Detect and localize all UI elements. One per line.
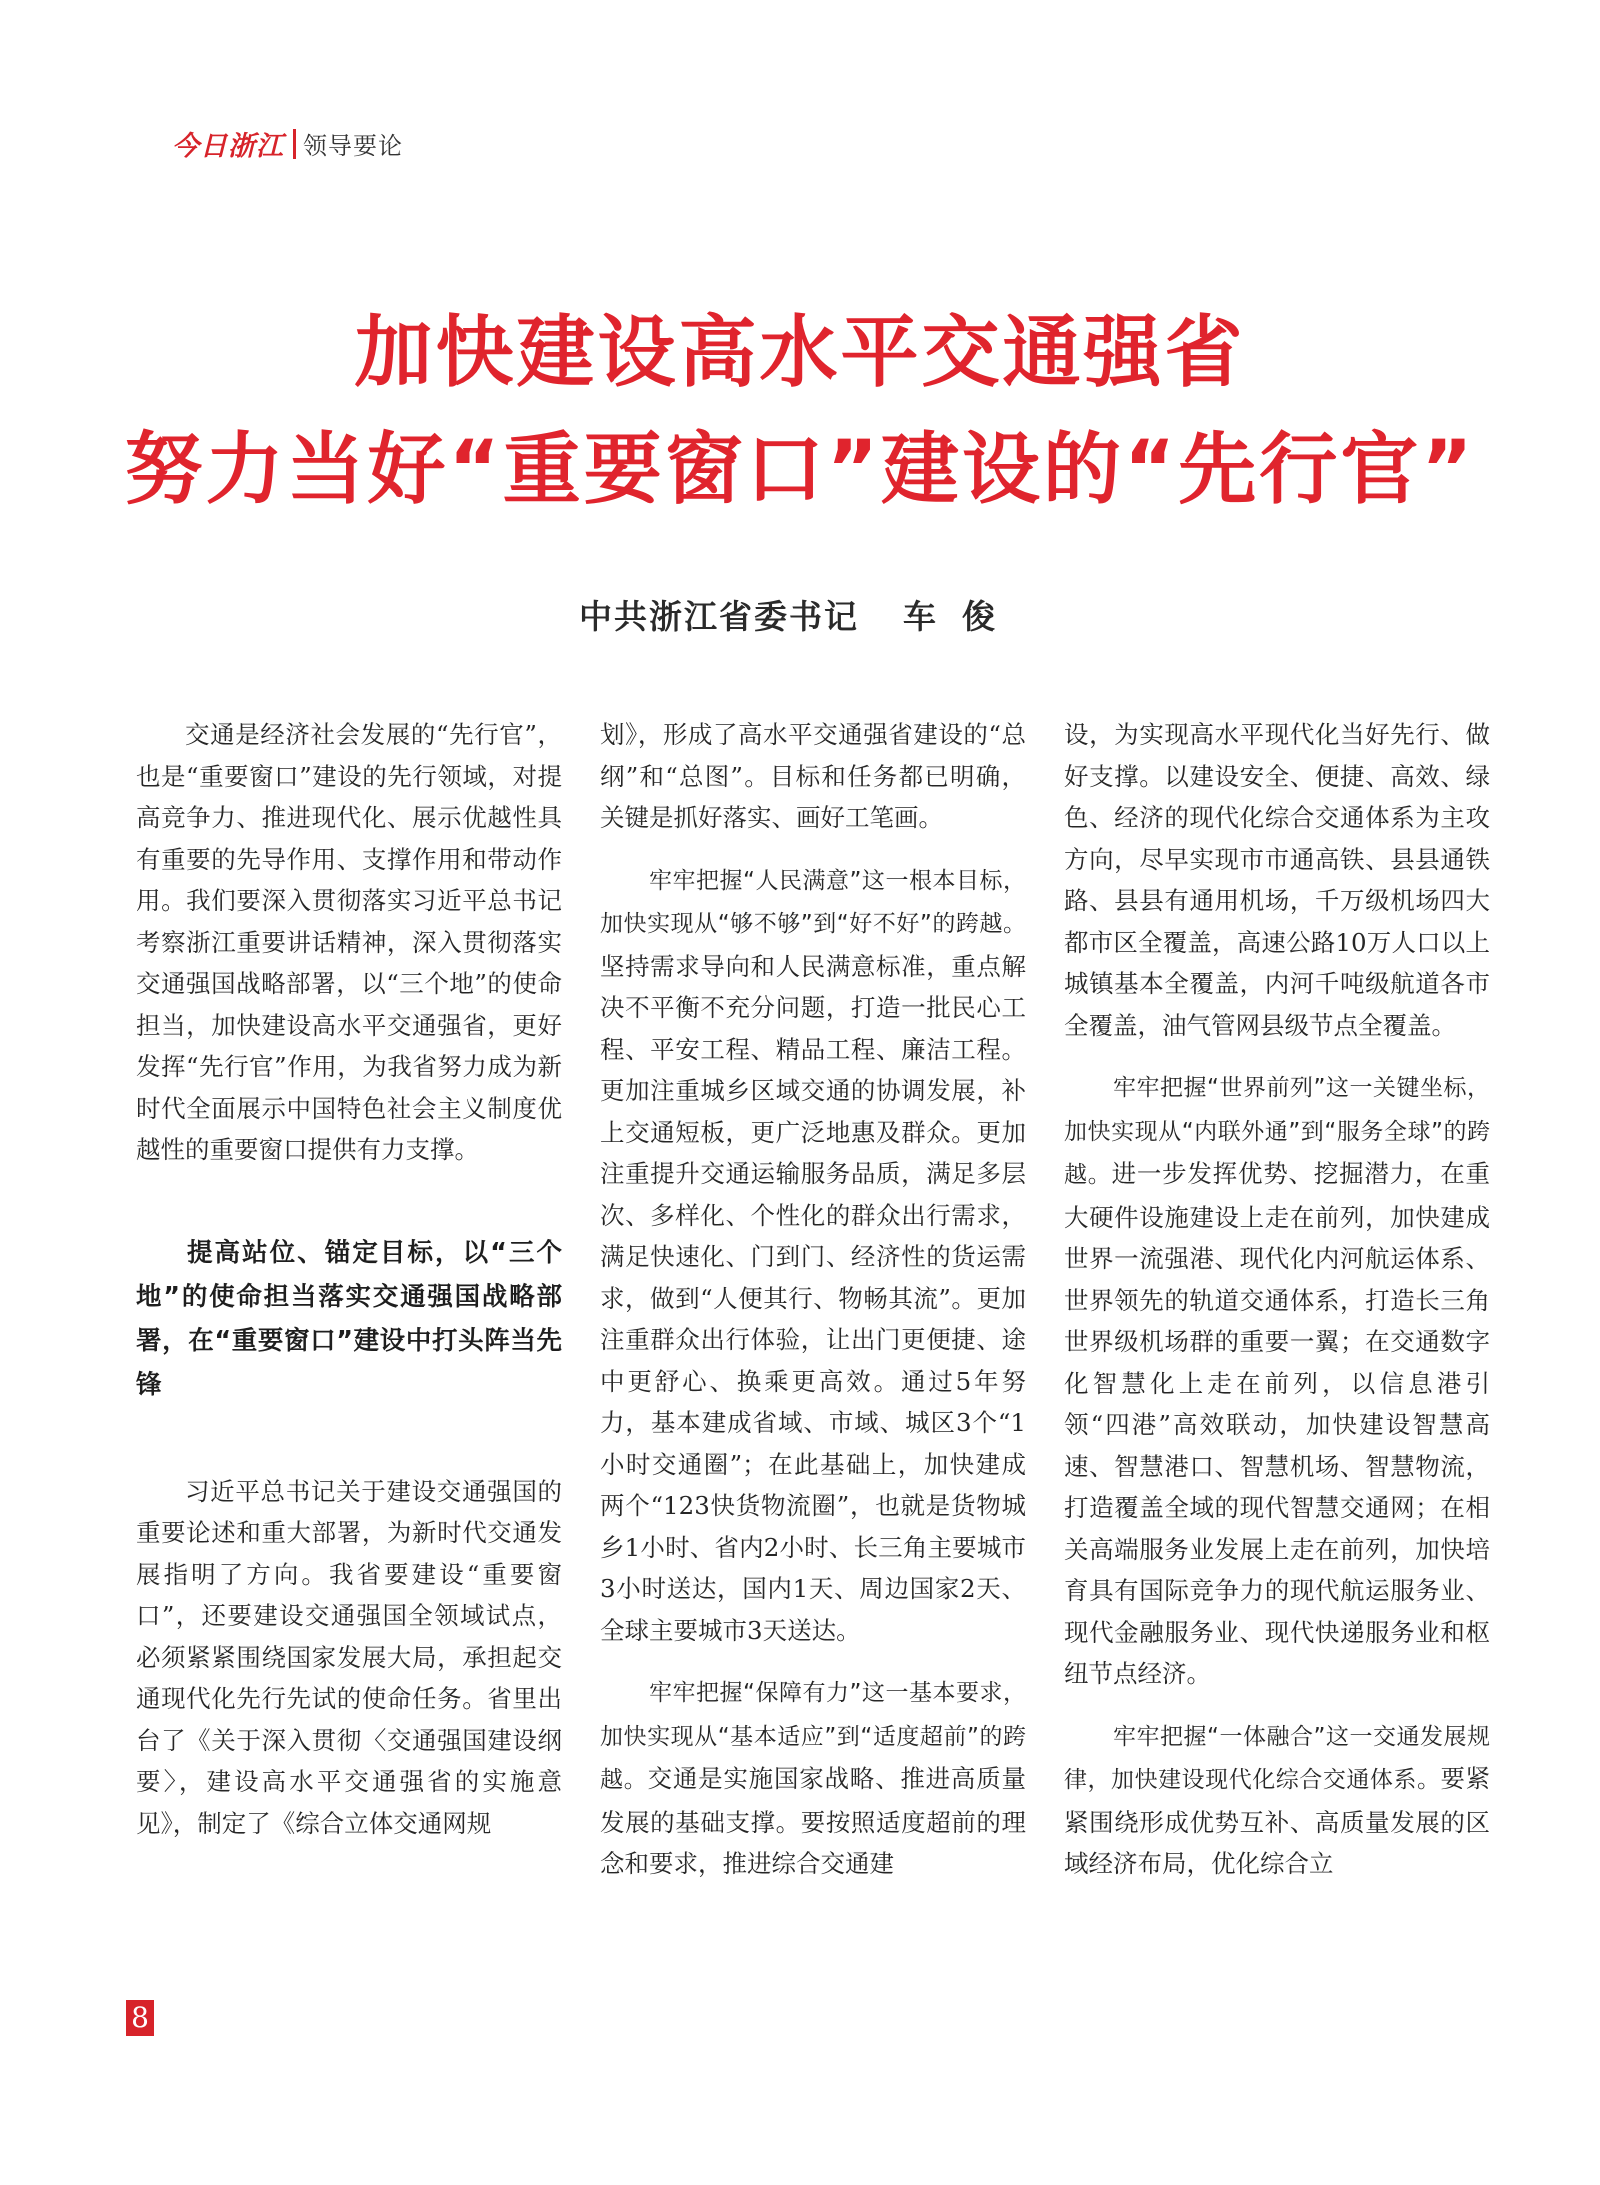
- masthead: [172, 124, 403, 163]
- paragraph-body: 进一步发挥优势、挖掘潜力，在重大硬件设施建设上走在前列，加快建成世界一流强港、现代化内河航运体系、世界领先的轨道交通体系，打造长三角世界级机场群的重要一翼；在交通数字化智慧化上走在前列，以信息港引领“四港”高效联动，加快建设智慧高速、智慧港口、智慧机场、智慧物流，打造覆盖全域的现代智慧交通网；在相关高端服务业发展上走在前列，加快培育具有国际竞争力的现代航运服务业、现代金融服务业、现代快递服务业和枢纽节点经济。: [1064, 1159, 1490, 1688]
- paragraph: [600, 1671, 1026, 1885]
- paragraph-body: 交通是实施国家战略、推进高质量发展的基础支撑。要按照适度超前的理念和要求，推进综合交通建: [600, 1764, 1026, 1878]
- paragraph: 习近平总书记关于建设交通强国的重要论述和重大部署，为新时代交通发展指明了方向。我省要建设“重要窗口”，还要建设交通强国全领域试点，必须紧紧围绕国家发展大局，承担起交通现代化先行先试的使命任务。省里出台了《关于深入贯彻〈交通强国建设纲要〉，建设高水平交通强省的实施意见》，制定了《综合立体交通网规: [136, 1476, 562, 1838]
- byline: [0, 591, 1600, 638]
- paragraph-body: 坚持需求导向和人民满意标准，重点解决不平衡不充分问题，打造一批民心工程、平安工程、精品工程、廉洁工程。更加注重城乡区域交通的协调发展，补上交通短板，更广泛地惠及群众。更加注重提升交通运输服务品质，满足多层次、多样化、个性化的群众出行需求，满足快速化、门到门、经济性的货运需求，做到“人便其行、物畅其流”。更加注重群众出行体验，让出门更便捷、途中更舒心、换乘更高效。通过5年努力，基本建成省域、市域、城区3个“1小时交通圈”；在此基础上，加快建成两个“123快货物流圈”，也就是货物城乡1小时、省内2小时、长三角主要城市3小时送达，国内1天、周边国家2天、全球主要城市3天送达。: [600, 951, 1026, 1645]
- column-1: [136, 714, 562, 1844]
- masthead-divider: [293, 129, 296, 159]
- section-label: 领导要论: [303, 132, 403, 160]
- article-title-line2: 努力当好“重要窗口”建设的“先行官”: [124, 425, 1476, 515]
- paragraph-body: 要紧紧围绕形成优势互补、高质量发展的区域经济布局，优化综合立: [1064, 1764, 1491, 1878]
- paragraph-lead: 牢牢把握“人民满意”这一根本目标，加快实现从“够不够”到“好不好”的跨越。: [600, 867, 1026, 937]
- column-2: [600, 714, 1026, 1885]
- author-name: 车俊: [903, 597, 1021, 636]
- section-subheading: 提高站位、锚定目标，以“三个地”的使命担当落实交通强国战略部署，在“重要窗口”建设中打头阵当先锋: [136, 1237, 562, 1400]
- paragraph: [1064, 1066, 1490, 1695]
- paragraph: [1064, 1715, 1490, 1885]
- article-title-line1: 加快建设高水平交通强省: [354, 308, 1246, 398]
- paragraph-continued: 划》，形成了高水平交通强省建设的“总纲”和“总图”。目标和任务都已明确，关键是抓好落实、画好工笔画。: [600, 720, 1026, 832]
- publication-logo: 今日浙江: [172, 131, 284, 162]
- paragraph-lead: 牢牢把握“一体融合”这一交通发展规律，加快建设现代化综合交通体系。: [1064, 1723, 1490, 1793]
- paragraph-lead: 牢牢把握“保障有力”这一基本要求，加快实现从“基本适应”到“适度超前”的跨越。: [600, 1680, 1026, 1793]
- paragraph-lead: 牢牢把握“世界前列”这一关键坐标，加快实现从“内联外通”到“服务全球”的跨越。: [1064, 1075, 1490, 1188]
- author-role: 中共浙江省委书记: [579, 597, 859, 636]
- paragraph: [600, 859, 1026, 1652]
- paragraph: 交通是经济社会发展的“先行官”，也是“重要窗口”建设的先行领域，对提高竞争力、推进现代化、展示优越性具有重要的先导作用、支撑作用和带动作用。我们要深入贯彻落实习近平总书记考察浙江重要讲话精神，深入贯彻落实交通强国战略部署，以“三个地”的使命担当，加快建设高水平交通强省，更好发挥“先行官”作用，为我省努力成为新时代全面展示中国特色社会主义制度优越性的重要窗口提供有力支撑。: [136, 720, 562, 1164]
- page-number: 8: [126, 2000, 154, 2036]
- paragraph-continued: 设，为实现高水平现代化当好先行、做好支撑。以建设安全、便捷、高效、绿色、经济的现代化综合交通体系为主攻方向，尽早实现市市通高铁、县县通铁路、县县有通用机场，千万级机场四大都市区全覆盖，高速公路10万人口以上城镇基本全覆盖，内河千吨级航道各市全覆盖，油气管网县级节点全覆盖。: [1064, 720, 1490, 1040]
- column-3: [1064, 714, 1490, 1885]
